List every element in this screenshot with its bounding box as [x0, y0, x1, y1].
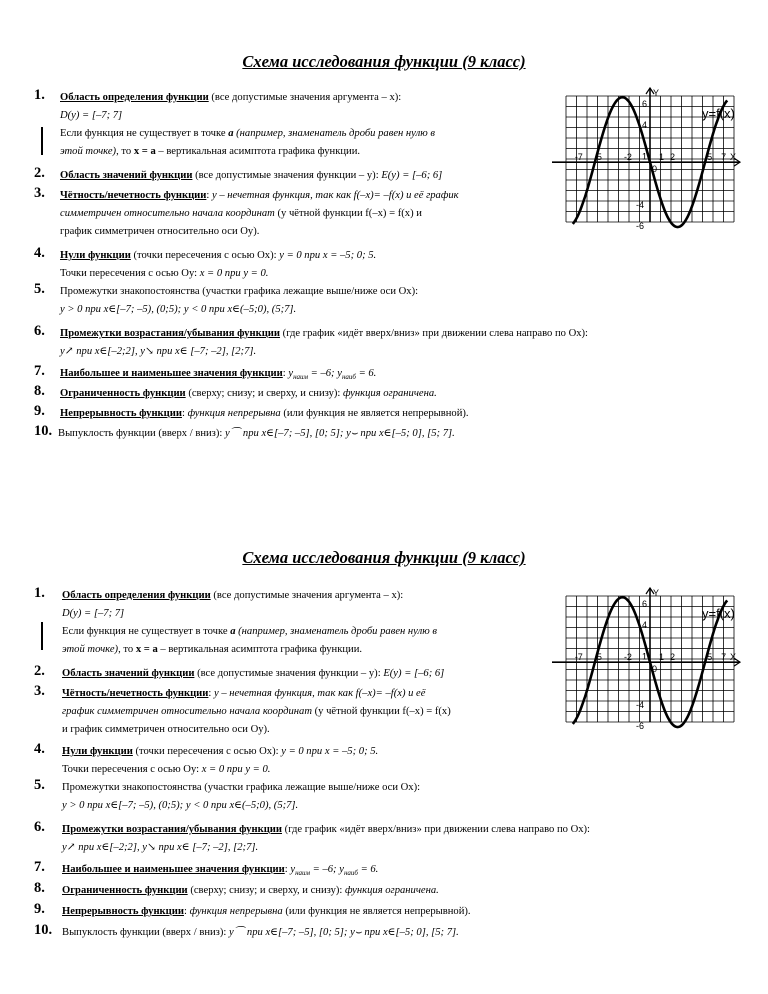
- text-segment: график симметричен относительно оси Оу).: [60, 226, 260, 237]
- text-segment: = –6; y: [308, 368, 342, 379]
- text-segment: x = a: [133, 146, 156, 157]
- x-tick-label: 7: [721, 152, 727, 163]
- text-segment: – вертикальная асимптота графика функции.: [155, 146, 361, 157]
- x-tick-label: 2: [670, 152, 676, 163]
- x-tick-label: 1: [659, 152, 665, 163]
- item-line: [60, 366, 376, 385]
- text-segment: наиб: [343, 869, 358, 878]
- text-segment: = –6; y: [310, 864, 344, 875]
- page-title-2: Схема исследования функции (9 класс): [242, 548, 526, 567]
- text-segment: Нули функции: [60, 250, 131, 261]
- item-line: [60, 90, 401, 105]
- item-line: [62, 883, 439, 898]
- text-segment: Чётность/нечетность функции: [62, 688, 209, 699]
- text-segment: a: [228, 128, 234, 139]
- text-segment: (у чётной функции f(–x) = f(x) и: [274, 208, 422, 219]
- text-segment: , то: [116, 146, 134, 157]
- x-tick-label: 5: [707, 652, 713, 663]
- y-tick-label: 4: [642, 120, 648, 131]
- text-segment: симметричен относительно начала координат: [60, 208, 275, 219]
- text-segment: (все допустимые значения аргумента – x):: [210, 590, 404, 601]
- origin-label: 0: [652, 664, 658, 675]
- text-segment: x = a: [135, 644, 158, 655]
- x-axis-label: X: [730, 652, 737, 663]
- y-tick-label: 6: [642, 99, 648, 110]
- item-number: 8.: [34, 383, 45, 399]
- text-segment: , то: [118, 644, 136, 655]
- item-line: [62, 780, 420, 795]
- item-line: [60, 302, 296, 317]
- item-line: [62, 704, 451, 719]
- text-segment: (сверху; снизу; и сверху, и снизу):: [187, 885, 346, 896]
- x-tick-label: 5: [596, 652, 602, 663]
- text-segment: E(y) = [–6; 6]: [383, 668, 445, 679]
- text-segment: этой точке): [60, 146, 117, 157]
- text-segment: (точки пересечения с осью Ох):: [130, 250, 280, 261]
- x-tick-label: 1: [659, 652, 665, 663]
- text-segment: Чётность/нечетность функции: [60, 190, 207, 201]
- item-number: 7.: [34, 859, 45, 875]
- text-segment: (все допустимые значения аргумента – x):: [208, 92, 402, 103]
- text-segment: Точки пересечения с осью Оу:: [62, 764, 202, 775]
- item-line: [62, 722, 270, 737]
- item-number: 10.: [34, 423, 53, 439]
- text-segment: D(y) = [–7; 7]: [60, 110, 123, 121]
- text-segment: (где график «идёт вверх/вниз» при движении слева направо по Ох):: [280, 328, 589, 339]
- item-line: [62, 904, 471, 919]
- item-number: 4.: [34, 245, 45, 261]
- text-segment: y↗ при x∈[–2;2], y↘ при x∈ [–7; –2], [2;7].: [60, 346, 257, 357]
- item-line: [60, 344, 256, 359]
- text-segment: y = 0 при x = –5; 0; 5.: [281, 746, 379, 757]
- text-segment: (сверху; снизу; и сверху, и снизу):: [185, 388, 344, 399]
- text-segment: Выпуклость функции (вверх / вниз):: [58, 428, 225, 439]
- item-line: [62, 666, 444, 681]
- text-segment: Непрерывность функции: [62, 906, 184, 917]
- text-segment: x = 0 при y = 0.: [201, 764, 271, 775]
- text-segment: y = 0 при x = –5; 0; 5.: [279, 250, 377, 261]
- text-segment: = 6.: [355, 368, 377, 379]
- item-number: 2.: [34, 663, 45, 679]
- item-number: 6.: [34, 323, 45, 339]
- y-tick-label: 1: [642, 651, 648, 662]
- text-segment: :: [183, 906, 190, 917]
- text-segment: Точки пересечения с осью Оу:: [60, 268, 200, 279]
- text-segment: :: [282, 368, 289, 379]
- text-segment: Выпуклость функции (вверх / вниз):: [62, 927, 229, 938]
- page-title: Схема исследования функции (9 класс): [242, 52, 526, 71]
- text-segment: D(y) = [–7; 7]: [62, 608, 125, 619]
- text-segment: Ограниченность функции: [62, 885, 188, 896]
- y-tick-label: 6: [642, 599, 648, 610]
- text-segment: (все допустимые значения функции – y):: [192, 170, 382, 181]
- item-number: 4.: [34, 741, 45, 757]
- x-tick-label: 5: [596, 152, 602, 163]
- text-segment: Ограниченность функции: [60, 388, 186, 399]
- text-segment: x = 0 при y = 0.: [199, 268, 269, 279]
- text-segment: Промежутки возрастания/убывания функции: [60, 328, 281, 339]
- item-number: 7.: [34, 363, 45, 379]
- item-line: [62, 642, 362, 657]
- item-number: 6.: [34, 819, 45, 835]
- item-number: 3.: [34, 683, 45, 699]
- item-line: [62, 624, 437, 639]
- item-number: 1.: [34, 87, 45, 103]
- text-segment: Область значений функции: [60, 170, 193, 181]
- text-segment: (или функция не является непрерывной).: [280, 408, 469, 419]
- text-segment: a: [230, 626, 236, 637]
- item-number: 10.: [34, 922, 53, 938]
- item-line: [60, 406, 469, 421]
- text-segment: E(y) = [–6; 6]: [381, 170, 443, 181]
- x-tick-label: -2: [623, 652, 632, 663]
- item-number: 5.: [34, 281, 45, 297]
- text-segment: (точки пересечения с осью Ох):: [132, 746, 282, 757]
- item-line: [60, 248, 376, 263]
- text-segment: и график симметричен относительно оси Оу).: [62, 724, 270, 735]
- y-axis-label: Y: [653, 588, 660, 598]
- graph-labels: [575, 88, 736, 231]
- y-tick-label: -4: [636, 200, 645, 211]
- item-line: [60, 188, 459, 203]
- item-line: [62, 840, 258, 855]
- y-axis-label: Y: [653, 88, 660, 98]
- text-segment: :: [181, 408, 188, 419]
- margin-bar-2: [41, 622, 43, 650]
- text-segment: наиб: [341, 373, 356, 382]
- graph-labels: [575, 588, 736, 731]
- function-label: y=f(x): [702, 606, 735, 621]
- text-segment: Промежутки знакопостоянства (участки графика лежащие выше/ниже оси Ох):: [60, 286, 419, 297]
- text-segment: (все допустимые значения функции – y):: [194, 668, 384, 679]
- text-segment: y > 0 при x∈[–7; –5), (0;5); y < 0 при x∈(–5;0), (5;7].: [62, 800, 299, 811]
- text-segment: наим: [295, 869, 311, 878]
- x-tick-label: -7: [574, 652, 583, 663]
- text-segment: Промежутки знакопостоянства (участки графика лежащие выше/ниже оси Ох):: [62, 782, 421, 793]
- x-tick-label: -2: [623, 152, 632, 163]
- item-line: [60, 386, 437, 401]
- text-segment: :: [208, 688, 214, 699]
- item-number: 9.: [34, 901, 45, 917]
- item-line: [60, 168, 442, 183]
- text-segment: y⌒ при x∈[–7; –5], [0; 5]; y⌣ при x∈[–5; 0], [5; 7].: [228, 927, 459, 938]
- text-segment: Область определения функции: [62, 590, 211, 601]
- y-tick-label: -6: [636, 221, 645, 232]
- text-segment: (или функция не является непрерывной).: [282, 906, 471, 917]
- item-line: [62, 588, 403, 603]
- item-line: [62, 862, 378, 881]
- item-line: [62, 606, 124, 621]
- text-segment: y > 0 при x∈[–7; –5), (0;5); y < 0 при x∈(–5;0), (5;7].: [60, 304, 297, 315]
- x-tick-label: 7: [721, 652, 727, 663]
- function-graph: [552, 88, 740, 232]
- origin-label: 0: [652, 164, 658, 175]
- function-label: y=f(x): [702, 106, 735, 121]
- x-tick-label: 2: [670, 652, 676, 663]
- item-number: 3.: [34, 185, 45, 201]
- item-line: [62, 822, 590, 837]
- text-segment: Наибольшее и наименьшее значения функции: [60, 368, 283, 379]
- item-line: [62, 762, 270, 777]
- item-line: [60, 224, 259, 239]
- y-tick-label: 4: [642, 620, 648, 631]
- text-segment: Если функция не существует в точке: [60, 128, 229, 139]
- text-segment: функция непрерывна: [187, 408, 281, 419]
- x-tick-label: 5: [707, 152, 713, 163]
- text-segment: y: [290, 864, 296, 875]
- function-graph-2: [552, 588, 740, 732]
- text-segment: функция ограничена.: [345, 885, 439, 896]
- x-tick-label: -7: [574, 152, 583, 163]
- item-number: 5.: [34, 777, 45, 793]
- item-line: [60, 326, 588, 341]
- item-line: [60, 126, 435, 141]
- text-segment: y: [288, 368, 294, 379]
- item-number: 2.: [34, 165, 45, 181]
- text-segment: Непрерывность функции: [60, 408, 182, 419]
- y-tick-label: -4: [636, 700, 645, 711]
- text-segment: (например, знаменатель дроби равен нулю в: [235, 626, 437, 637]
- item-line: [62, 686, 425, 701]
- text-segment: Если функция не существует в точке: [62, 626, 231, 637]
- item-number: 8.: [34, 880, 45, 896]
- text-segment: Промежутки возрастания/убывания функции: [62, 824, 283, 835]
- item-line: [60, 144, 360, 159]
- text-segment: график симметричен относительно начала координат: [62, 706, 312, 717]
- x-axis-label: X: [730, 152, 737, 163]
- item-line: [60, 108, 122, 123]
- text-segment: :: [206, 190, 212, 201]
- text-segment: y⌒ при x∈[–7; –5], [0; 5]; y⌣ при x∈[–5; 0], [5; 7].: [224, 428, 455, 439]
- text-segment: функция ограничена.: [343, 388, 437, 399]
- item-line: [62, 925, 459, 940]
- text-segment: Нули функции: [62, 746, 133, 757]
- item-line: [60, 284, 418, 299]
- margin-bar: [41, 127, 43, 155]
- text-segment: функция непрерывна: [189, 906, 283, 917]
- text-segment: Область значений функции: [62, 668, 195, 679]
- text-segment: – вертикальная асимптота графика функции.: [157, 644, 363, 655]
- text-segment: этой точке): [62, 644, 119, 655]
- item-line: [60, 266, 268, 281]
- text-segment: Наибольшее и наименьшее значения функции: [62, 864, 285, 875]
- item-line: [62, 798, 298, 813]
- text-segment: (например, знаменатель дроби равен нулю в: [233, 128, 435, 139]
- text-segment: y↗ при x∈[–2;2], y↘ при x∈ [–7; –2], [2;7].: [62, 842, 259, 853]
- y-tick-label: 1: [642, 151, 648, 162]
- text-segment: (у чётной функции f(–x) = f(x): [311, 706, 451, 717]
- text-segment: y – нечетная функция, так как f(–x)= –f(x) и её график: [212, 190, 459, 201]
- text-segment: :: [284, 864, 291, 875]
- item-line: [58, 426, 455, 441]
- text-segment: = 6.: [357, 864, 379, 875]
- text-segment: Область определения функции: [60, 92, 209, 103]
- item-number: 1.: [34, 585, 45, 601]
- y-tick-label: -6: [636, 721, 645, 732]
- text-segment: y – нечетная функция, так как f(–x)= –f(x) и её: [214, 688, 426, 699]
- item-line: [60, 206, 422, 221]
- text-segment: наим: [293, 373, 309, 382]
- text-segment: (где график «идёт вверх/вниз» при движении слева направо по Ох):: [282, 824, 591, 835]
- item-line: [62, 744, 378, 759]
- item-number: 9.: [34, 403, 45, 419]
